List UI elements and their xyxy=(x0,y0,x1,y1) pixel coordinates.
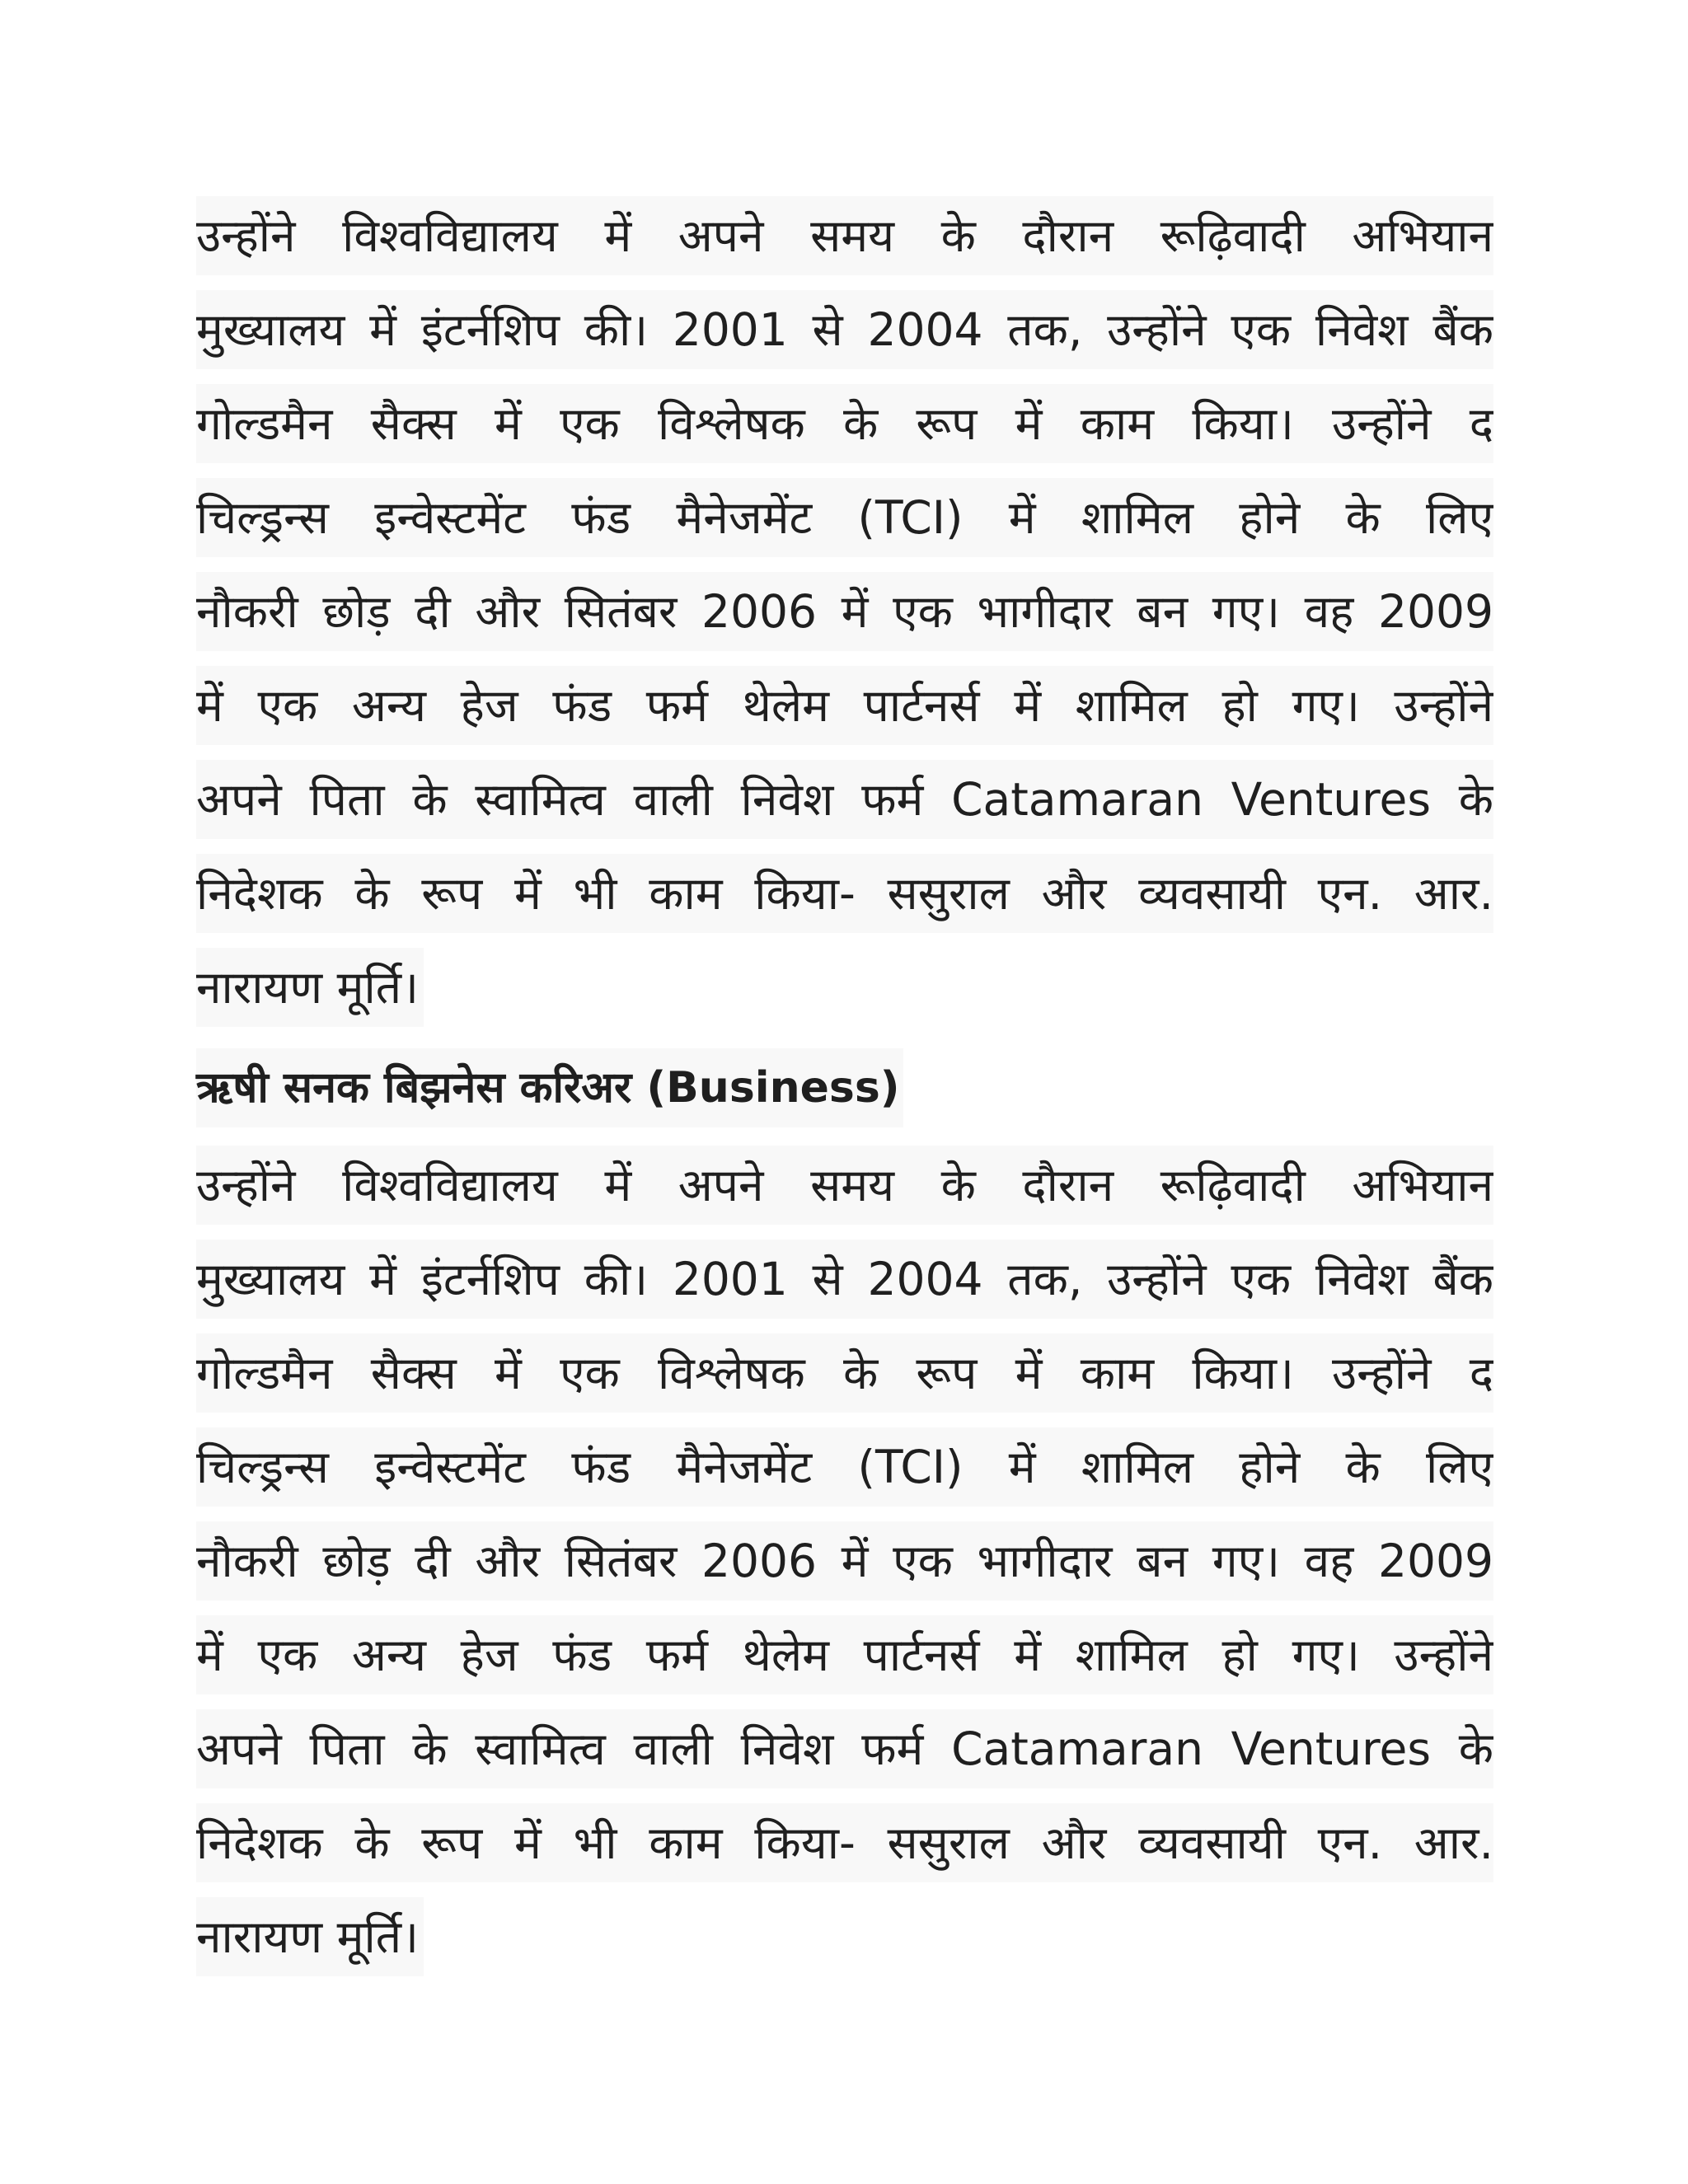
paragraph-line: नारायण मूर्ति। xyxy=(196,1897,424,1976)
paragraph-line: नारायण मूर्ति। xyxy=(196,948,424,1027)
paragraph-line: गोल्डमैन सैक्स में एक विश्लेषक के रूप में काम किया। उन्होंने द xyxy=(196,384,1493,463)
paragraph-line: उन्होंने विश्वविद्यालय में अपने समय के दौरान रूढ़िवादी अभियान xyxy=(196,196,1493,275)
paragraph-line: उन्होंने विश्वविद्यालय में अपने समय के दौरान रूढ़िवादी अभियान xyxy=(196,1146,1493,1225)
paragraph-line: अपने पिता के स्वामित्व वाली निवेश फर्म Catamaran Ventures के xyxy=(196,1709,1493,1788)
paragraph-line: नौकरी छोड़ दी और सितंबर 2006 में एक भागीदार बन गए। वह 2009 xyxy=(196,1521,1493,1601)
paragraph-line: गोल्डमैन सैक्स में एक विश्लेषक के रूप में काम किया। उन्होंने द xyxy=(196,1333,1493,1413)
paragraph-line: चिल्ड्रन्स इन्वेस्टमेंट फंड मैनेजमेंट (TCI) में शामिल होने के लिए xyxy=(196,1427,1493,1507)
paragraph-line: में एक अन्य हेज फंड फर्म थेलेम पार्टनर्स में शामिल हो गए। उन्होंने xyxy=(196,666,1493,745)
paragraph-line: निदेशक के रूप में भी काम किया- ससुराल और व्यवसायी एन. आर. xyxy=(196,1803,1493,1882)
paragraph-line: अपने पिता के स्वामित्व वाली निवेश फर्म Catamaran Ventures के xyxy=(196,760,1493,839)
paragraph-line: मुख्यालय में इंटर्नशिप की। 2001 से 2004 तक, उन्होंने एक निवेश बैंक xyxy=(196,1240,1493,1319)
paragraph-line: निदेशक के रूप में भी काम किया- ससुराल और व्यवसायी एन. आर. xyxy=(196,854,1493,933)
paragraph-line: मुख्यालय में इंटर्नशिप की। 2001 से 2004 तक, उन्होंने एक निवेश बैंक xyxy=(196,290,1493,369)
section-heading: ऋषी सनक बिझनेस करिअर (Business) xyxy=(196,1048,903,1127)
paragraph-line: में एक अन्य हेज फंड फर्म थेलेम पार्टनर्स में शामिल हो गए। उन्होंने xyxy=(196,1615,1493,1694)
paragraph-2 xyxy=(196,1146,1493,1994)
document-page xyxy=(196,196,1493,1994)
paragraph-line: चिल्ड्रन्स इन्वेस्टमेंट फंड मैनेजमेंट (TCI) में शामिल होने के लिए xyxy=(196,478,1493,557)
paragraph-1 xyxy=(196,196,1493,1045)
paragraph-line: नौकरी छोड़ दी और सितंबर 2006 में एक भागीदार बन गए। वह 2009 xyxy=(196,572,1493,651)
